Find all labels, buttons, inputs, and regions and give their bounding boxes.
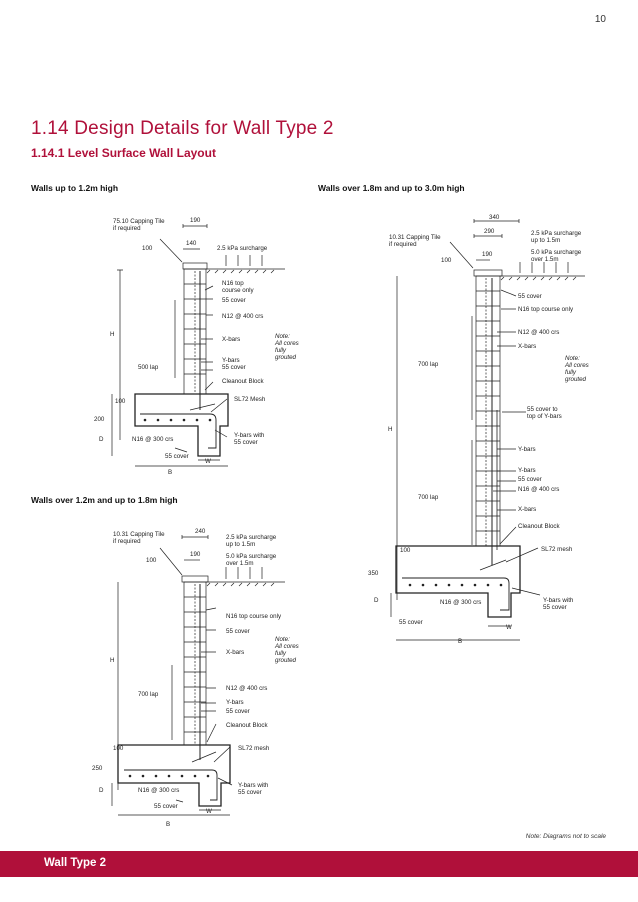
d1-b: B [168, 469, 173, 476]
d3-xbars-a: X-bars [518, 343, 537, 350]
d2-cover-55c: 55 cover [154, 803, 178, 810]
d2-dim-100-base: 100 [113, 745, 124, 752]
d3-cover-top-y-1: 55 cover to [527, 406, 558, 413]
d2-mesh: SL72 mesh [238, 745, 270, 752]
d1-ybars-with-1: Y-bars with [234, 432, 265, 439]
d2-n16-base: N16 @ 300 crs [138, 787, 180, 794]
d3-ybars-with-2: 55 cover [543, 604, 567, 611]
d1-n16-top-1: N16 top [222, 280, 244, 287]
d1-lap: 500 lap [138, 364, 159, 371]
d3-cover-top-y-2: top of Y-bars [527, 413, 562, 420]
d2-note-3: fully [275, 650, 287, 657]
d3-cover-55a: 55 cover [518, 293, 542, 300]
diagram2-heading: Walls over 1.2m and up to 1.8m high [31, 495, 178, 505]
d3-dim-100-base: 100 [400, 547, 411, 554]
d2-surcharge1-line2: up to 1.5m [226, 541, 256, 548]
d3-xbars-b: X-bars [518, 506, 537, 513]
d2-capping-line1: 10.31 Capping Tile [113, 531, 165, 538]
d2-cover-55b: 55 cover [226, 708, 250, 715]
d2-ybars-with-1: Y-bars with [238, 782, 269, 789]
d3-w: W [506, 624, 512, 631]
d3-capping-line2: if required [389, 241, 417, 248]
d1-note-4: grouted [275, 354, 296, 361]
d2-note-2: All cores [275, 643, 299, 650]
d2-lap: 700 lap [138, 691, 159, 698]
d2-n12: N12 @ 400 crs [226, 685, 268, 692]
d3-cover-55b: 55 cover [518, 476, 542, 483]
d1-cover-55a: 55 cover [222, 297, 246, 304]
d3-ybars-b: Y-bars [518, 467, 536, 474]
d2-xbars: X-bars [226, 649, 245, 656]
d2-note-4: grouted [275, 657, 296, 664]
d2-dim-100-top: 100 [146, 557, 157, 564]
d3-n16-base: N16 @ 300 crs [440, 599, 482, 606]
d1-ybars-with-2: 55 cover [234, 439, 258, 446]
d3-note-3: fully [565, 369, 577, 376]
d3-b: B [458, 638, 463, 645]
d3-surcharge1-line1: 2.5 kPa surcharge [531, 230, 582, 237]
d2-surcharge2-line1: 5.0 kPa surcharge [226, 553, 277, 560]
d2-surcharge1-line1: 2.5 kPa surcharge [226, 534, 277, 541]
d1-mesh: SL72 Mesh [234, 396, 266, 403]
d3-n16-top: N16 top course only [518, 306, 574, 313]
d3-dim-340: 340 [489, 214, 500, 221]
d3-lap2: 700 lap [418, 494, 439, 501]
d2-h: H [110, 657, 115, 664]
d3-surcharge1-line2: up to 1.5m [531, 237, 561, 244]
d3-surcharge2-line2: over 1.5m [531, 256, 559, 263]
footer-band [0, 851, 638, 877]
d3-d: D [374, 597, 379, 604]
d3-h: H [388, 426, 393, 433]
d3-dim-350: 350 [368, 570, 379, 577]
footer-label: Wall Type 2 [44, 857, 106, 869]
d2-dim-190: 190 [190, 551, 201, 558]
d1-note-3: fully [275, 347, 287, 354]
d1-dim-200: 200 [94, 416, 105, 423]
d3-note-4: grouted [565, 376, 586, 383]
d1-surcharge: 2.5 kPa surcharge [217, 245, 268, 252]
page-title: 1.14 Design Details for Wall Type 2 [31, 118, 334, 139]
d2-dim-250: 250 [92, 765, 103, 772]
d3-dim-100-top: 100 [441, 257, 452, 264]
d3-ybars-a: Y-bars [518, 446, 536, 453]
d1-cleanout: Cleanout Block [222, 378, 264, 385]
d1-dim-190: 190 [190, 217, 201, 224]
d3-surcharge2-line1: 5.0 kPa surcharge [531, 249, 582, 256]
d1-dim-100-base: 100 [115, 398, 126, 405]
d2-cleanout: Cleanout Block [226, 722, 268, 729]
d2-w: W [206, 808, 212, 815]
d3-capping-line1: 10.31 Capping Tile [389, 234, 441, 241]
diagram-scale-note: Note: Diagrams not to scale [525, 833, 606, 840]
d1-d: D [99, 436, 104, 443]
d1-capping-line2: if required [113, 225, 141, 232]
d2-note-1: Note: [275, 636, 290, 643]
d1-n12: N12 @ 400 crs [222, 313, 264, 320]
d3-lap1: 700 lap [418, 361, 439, 368]
d3-dim-290: 290 [484, 228, 495, 235]
d1-dim-100-top: 100 [142, 245, 153, 252]
d1-w: W [205, 458, 211, 465]
d2-cover-55a: 55 cover [226, 628, 250, 635]
d3-note-2: All cores [565, 362, 589, 369]
d1-capping-line1: 75.10 Capping Tile [113, 218, 165, 225]
d1-n16-base: N16 @ 300 crs [132, 436, 174, 443]
d3-cover-55c: 55 cover [399, 619, 423, 626]
d2-d: D [99, 787, 104, 794]
d1-note-1: Note: [275, 333, 290, 340]
d1-h: H [110, 331, 115, 338]
d1-ybars: Y-bars [222, 357, 240, 364]
d2-ybars-with-2: 55 cover [238, 789, 262, 796]
d1-cover-55b: 55 cover [222, 364, 246, 371]
diagram1-heading: Walls up to 1.2m high [31, 183, 119, 193]
d3-note-1: Note: [565, 355, 580, 362]
d3-n16-400: N16 @ 400 crs [518, 486, 560, 493]
d2-b: B [166, 821, 171, 828]
page-number: 10 [594, 14, 606, 25]
d2-surcharge2-line2: over 1.5m [226, 560, 254, 567]
section-subtitle: 1.14.1 Level Surface Wall Layout [31, 146, 216, 160]
d2-ybars: Y-bars [226, 699, 244, 706]
d1-xbars: X-bars [222, 336, 241, 343]
d2-capping-line2: if required [113, 538, 141, 545]
d2-n16-top: N16 top course only [226, 613, 282, 620]
d3-cleanout: Cleanout Block [518, 523, 560, 530]
d3-ybars-with-1: Y-bars with [543, 597, 574, 604]
d3-dim-190: 190 [482, 251, 493, 258]
diagram3-heading: Walls over 1.8m and up to 3.0m high [318, 183, 465, 193]
d1-n16-top-2: course only [222, 287, 254, 294]
d1-note-2: All cores [275, 340, 299, 347]
d1-cover-55c: 55 cover [165, 453, 189, 460]
d3-mesh: SL72 mesh [541, 546, 573, 553]
d1-dim-140: 140 [186, 240, 197, 247]
d2-dim-240: 240 [195, 528, 206, 535]
d3-n12a: N12 @ 400 crs [518, 329, 560, 336]
